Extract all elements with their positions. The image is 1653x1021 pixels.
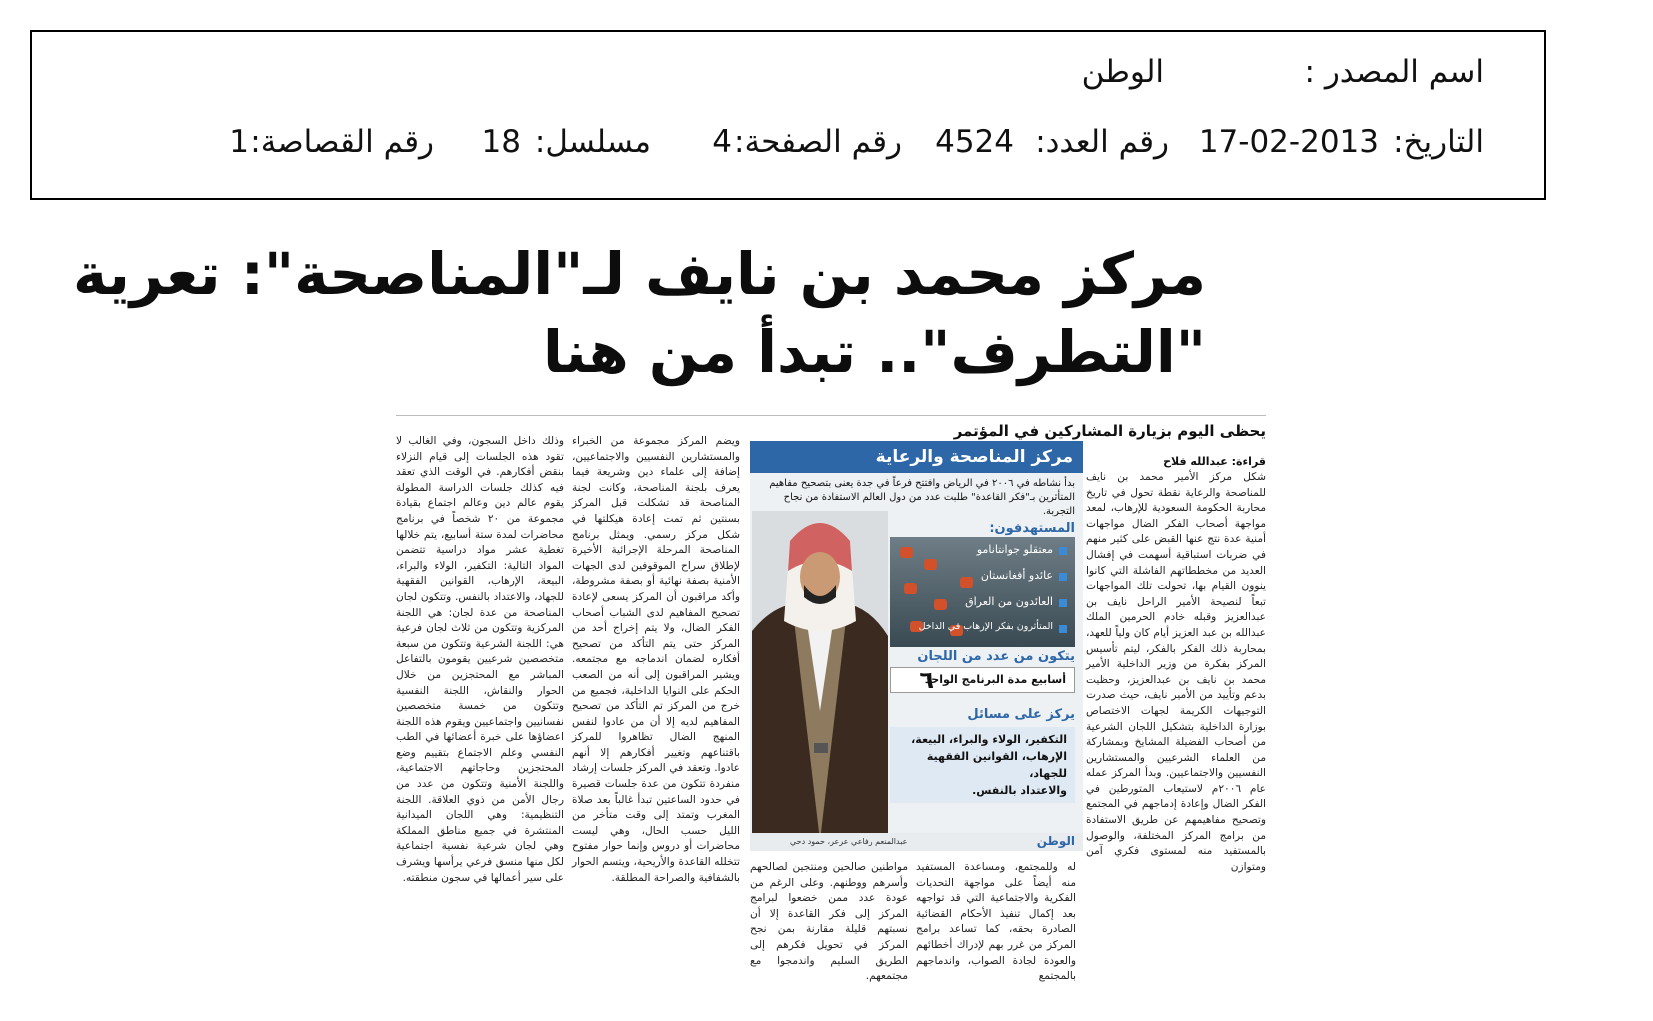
issues-list (890, 727, 1075, 803)
program-duration-label: أسابيع مدة البرنامج الواحد (924, 673, 1066, 686)
target-item: المتأثرون بفكر الإرهاب في الداخل (918, 621, 1053, 632)
clip-label: رقم القصاصة: (250, 124, 434, 160)
photo-credit: عبدالمنعم رفاعي عرعر، حمود دحي (790, 837, 908, 846)
info-box-title: مركز المناصحة والرعاية (750, 441, 1083, 473)
portrait-photo (752, 511, 888, 841)
targets-heading: المستهدفون: (989, 521, 1075, 536)
detainees-photo (890, 537, 1075, 647)
target-item: عائدو أفغانستان (980, 569, 1053, 582)
source-value: الوطن (1081, 54, 1164, 90)
issues-line: التكفير، الولاء والبراء، البيعة، (911, 733, 1067, 746)
subheadline: يحظى اليوم بزيارة المشاركين في المؤتمر (953, 422, 1266, 440)
issue-label: رقم العدد: (1035, 124, 1169, 160)
date-value: 17-02-2013 (1198, 124, 1379, 160)
newspaper-clipping (72, 238, 1267, 1018)
program-duration-number: ٦ (919, 666, 934, 694)
bullet-icon (1059, 599, 1067, 607)
source-info-box (30, 30, 1546, 200)
serial-value: 18 (481, 124, 521, 160)
issues-heading: يركز على مسائل (967, 707, 1075, 722)
bullet-icon (1059, 547, 1067, 555)
committees-heading: يتكون من عدد من اللجان (917, 649, 1075, 664)
issue-value: 4524 (935, 124, 1014, 160)
article-column-4: ويضم المركز مجموعة من الخبراء والمستشارين النفسيين والاجتماعيين، إضافة إلى علماء دين وشريعة فيما يعرف بلجنة المناصحة، وكانت لجنة المناصحة قد تشكلت قبل المركز بسنتين ثم تمت إعادة هيكلتها في شكل مركز رسمي. ويمثل برنامج المناصحة المرحلة الإجرائية الأخيرة لإطلاق سراح الموقوفين لدى الجهات الأمنية بصفة نهائية أو بصفة مشروطة، وأكد مراقبون أن المركز يسعى لإعادة تصحيح المفاهيم لدى الشباب أصحاب الفكر الضال، ولا يتم إخراج أحد من المركز حتى يتم التأكد من تصحيح أفكاره لضمان اندماجه مع مجتمعه. ويشير المراقبون إلى أنه من الصعب الحكم على النوايا الداخلية، فجميع من خرج من المركز تم التأكد من تصحيح المفاهيم لديه إلا أن من عادوا لنفس المنهج الضال تظاهروا للمركز باقتناعهم وتغيير أفكارهم إلا أنهم عادوا. وتعقد في المركز جلسات إرشاد منفردة تتكون من عدة جلسات قصيرة في حدود الساعتين تبدأ غالباً بعد صلاة المغرب وتمتد إلى وقت متأخر من الليل حسب الحال، وهي ليست محاضرات أو دروس وإنما حوار مفتوح تتخلله القاعدة والأريحية، ويتسم الحوار بالشفافية والصراحة المطلقة. (572, 435, 740, 884)
source-label: اسم المصدر : (1304, 54, 1484, 90)
info-box-intro: بدأ نشاطه في ٢٠٠٦ في الرياض وافتتح فرعاً في جدة يعنى بتصحيح مفاهيم المتأثرين بـ"فكر القاعدة" طلبت عدد من دول العالم الاستفادة من نجاح التجربة. (769, 478, 1075, 517)
article-column-5: وذلك داخل السجون، وفي الغالب لا تقود هذه الجلسات إلى قيام النزلاء بنقض أفكارهم. في الوقت الذي تعقد فيه كذلك جلسات الدراسة المطولة يقوم عالم دين وعالم اجتماع بقيادة مجموعة من ٢٠ شخصاً في برنامج محاضرات لمدة ستة أسابيع، يتم خلالها تغطية عشر مواد دراسية تتضمن المواد التالية: التكفير، الولاء والبراء، البيعة، الإرهاب، القوانين الفقهية للجهاد، والاعتداد بالنفس. وتتكون لجان المناصحة من عدة لجان: هي اللجنة المركزية وتتكون من ثلاث لجان فرعية هي: اللجنة الشرعية وتتكون من سبعة متخصصين شرعيين يقومون بالتفاعل المباشر مع المحتجزين من خلال الحوار والنقاش، اللجنة النفسية وتتكون من خمسة متخصصين نفسانيين واجتماعيين ويقوم هذه اللجنة اعضاؤها على خبرة أعضائها في الطب النفسي وعلم الاجتماع بتقييم وضع المحتجزين وحاجاتهم الاجتماعية، واللجنة الأمنية وتتكون من عدد من رجال الأمن من ذوي العلاقة. اللجنة التنظيمية: وهي اللجان الميدانية المنتشرة في جميع مناطق المملكة وهي لجان شرعية نفسية اجتماعية لكل منها منسق فرعي يرأسها ويشرف على سير أعمالها في سجون منطقته. (396, 435, 564, 884)
page-label: رقم الصفحة: (734, 124, 902, 160)
bullet-icon (1059, 625, 1067, 633)
article-column-2: له وللمجتمع، ومساعدة المستفيد منه أيضاً على مواجهة التحديات الفكرية والاجتماعية التي قد تواجهه بعد إكمال تنفيذ الأحكام القضائية الصادرة بحقه، كما تساعد برامج المركز من غرر بهم لإدراك أخطائهم والعودة لجادة الصواب، واندماجهم بالمجتمع (916, 861, 1076, 983)
bullet-icon (1059, 573, 1067, 581)
divider (396, 415, 1266, 416)
info-box (750, 441, 1083, 851)
byline: قراءة: عبدالله فلاح (1163, 455, 1266, 468)
page-value: 4 (712, 124, 732, 160)
issues-line: والاعتداد بالنفس. (972, 784, 1067, 797)
program-duration-box (890, 667, 1075, 693)
newspaper-logo: الوطن (1036, 834, 1075, 848)
target-item: معتقلو جوانتانامو (976, 543, 1053, 556)
issues-line: الإرهاب، القوانين الفقهية للجهاد، (926, 750, 1067, 780)
article-column-3: مواطنين صالحين ومنتجين لصالحهم وأسرهم ووطنهم. وعلى الرغم من عودة عدد ممن خضعوا لبرامج المركز إلى فكر القاعدة إلا أن نسبتهم قليلة مقارنة بمن نجح المركز في تحويل فكرهم إلى الطريق السليم واندمجوا مع مجتمعهم. (750, 861, 908, 983)
clip-value: 1 (229, 124, 249, 160)
headline-line-1: مركز محمد بن نايف لـ"المناصحة": تعرية (72, 240, 1206, 308)
headline-line-2: "التطرف".. تبدأ من هنا (543, 318, 1206, 386)
target-item: العائدون من العراق (965, 595, 1053, 608)
article-column-1: شكل مركز الأمير محمد بن نايف للمناصحة والرعاية نقطة تحول في تاريخ محاربة الحكومة السعودية للإرهاب، لمعد مواجهة أصحاب الفكر الضال مواجهات أمنية عدة نتج عنها القبض على كثير منهم في ضربات استباقية أسهمت في إفشال العديد من مخططاتهم الفاشلة التي كانوا ينوون القيام بها، تحولت تلك المواجهات تبعاً لنصيحة الأمير الراحل نايف بن عبدالعزيز وقبله خادم الحرمين الملك عبدالله بن عبد العزيز أيام كان ولياً للعهد، بمحاربة ذلك الفكر بالفكر، ليتم تأسيس المركز بفكرة من وزير الداخلية الأمير محمد بن نايف بن عبدالعزيز، وحظيت بدعم وتأييد من الأمير نايف، حيث صدرت التوجيهات الكريمة لجهات الاختصاص بوزارة الداخلية بتشكيل اللجان الشرعية من أصحاب الفضيلة المشايخ وبمشاركة من العلماء الشرعيين والمستشارين النفسيين والاجتماعيين. وبدأ المركز عمله عام ٢٠٠٦م لاستيعاب المتورطين في الفكر الضال وإعادة إدماجهم في المجتمع وتصحيح مفاهيمهم عن طريق الاستفادة من برامج المركز المختلفة، والوصول بالمستفيد منه لمستوى فكري آمن ومتوازن (1086, 471, 1267, 873)
credit-bar (750, 833, 1083, 851)
date-label: التاريخ: (1393, 124, 1484, 160)
serial-label: مسلسل: (534, 124, 651, 160)
